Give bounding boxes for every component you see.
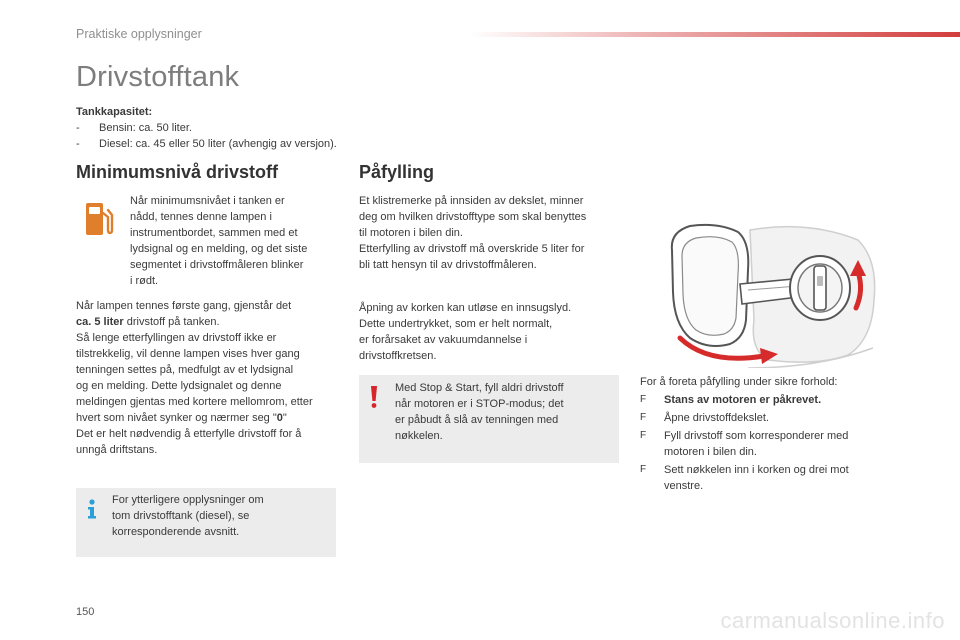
capacity-item: - Diesel: ca. 45 eller 50 liter (avhengig av versjon). [76,138,337,150]
warning-note-text: Med Stop & Start, fyll aldri drivstoff når motoren er i STOP-modus; det er påbudt å slå av tenningen med nøkkelen. [395,382,564,442]
cap-opening-text: Åpning av korken kan utløse en innsugslyd. Dette undertrykket, som er helt normalt, er forårsaket av vakuumdannelse i drivstoffkretsen. [359,302,572,362]
info-note-box [76,488,336,557]
tank-capacity [76,104,337,152]
info-icon [86,499,98,519]
minimum-level-description: Når lampen tennes første gang, gjenstår det ca. 5 liter drivstoff på tanken. Så lenge etterfyllingen av drivstoff ikke er tilstrekkelig, vil denne lampen vises hver gang tenningen settes på, medfulgt av et lydsignal og en melding. Dette lydsignalet og denne meldingen gjentas med kortere mellomrom, etter hvert som nivået synker og nærmer seg "0" Det er helt nødvendig å etterfylle drivstoff for å unngå driftstans. [76,300,313,456]
warning-icon [369,385,379,409]
fuel-filler-illustration [668,220,878,368]
list-item: F Sett nøkkelen inn i korken og drei mot venstre. [640,464,849,492]
list-item: F Åpne drivstoffdekslet. [640,412,769,424]
steps-intro: For å foreta påfylling under sikre forhold: [640,376,838,388]
refuelling-steps [640,374,880,496]
minimum-level-heading: Minimumsnivå drivstoff [76,162,279,182]
info-note-text: For ytterligere opplysninger om tom drivstofftank (diesel), se korresponderende avsnitt. [112,494,264,538]
refuelling-label-text: Et klistremerke på innsiden av dekslet, minner deg om hvilken drivstofftype som skal benyttes til motoren i bilen din. Etterfylling av drivstoff må overskride 5 liter for bli tatt hensyn til av drivstoffmåleren. [359,195,587,271]
capacity-title: Tankkapasitet: [76,106,153,118]
refuelling-heading: Påfylling [359,162,435,182]
section-header: Praktiske opplysninger [76,27,202,41]
page-number: 150 [76,606,95,618]
page-title: Drivstofftank [76,61,240,93]
list-item: F Fyll drivstoff som korresponderer med motoren i bilen din. [640,430,849,458]
fuel-pump-icon [84,201,114,237]
minimum-level-icon-text: Når minimumsnivået i tanken er nådd, tennes denne lampen i instrumentbordet, sammen med et lydsignal og en melding, og det siste segmentet i drivstoffmåleren blinker i rødt. [130,195,308,287]
header-accent-bar [470,32,960,37]
list-item: F Stans av motoren er påkrevet. [640,394,822,406]
capacity-item: - Bensin: ca. 50 liter. [76,122,192,134]
warning-note-box [359,375,619,463]
watermark: carmanualsonline.info [720,608,945,633]
